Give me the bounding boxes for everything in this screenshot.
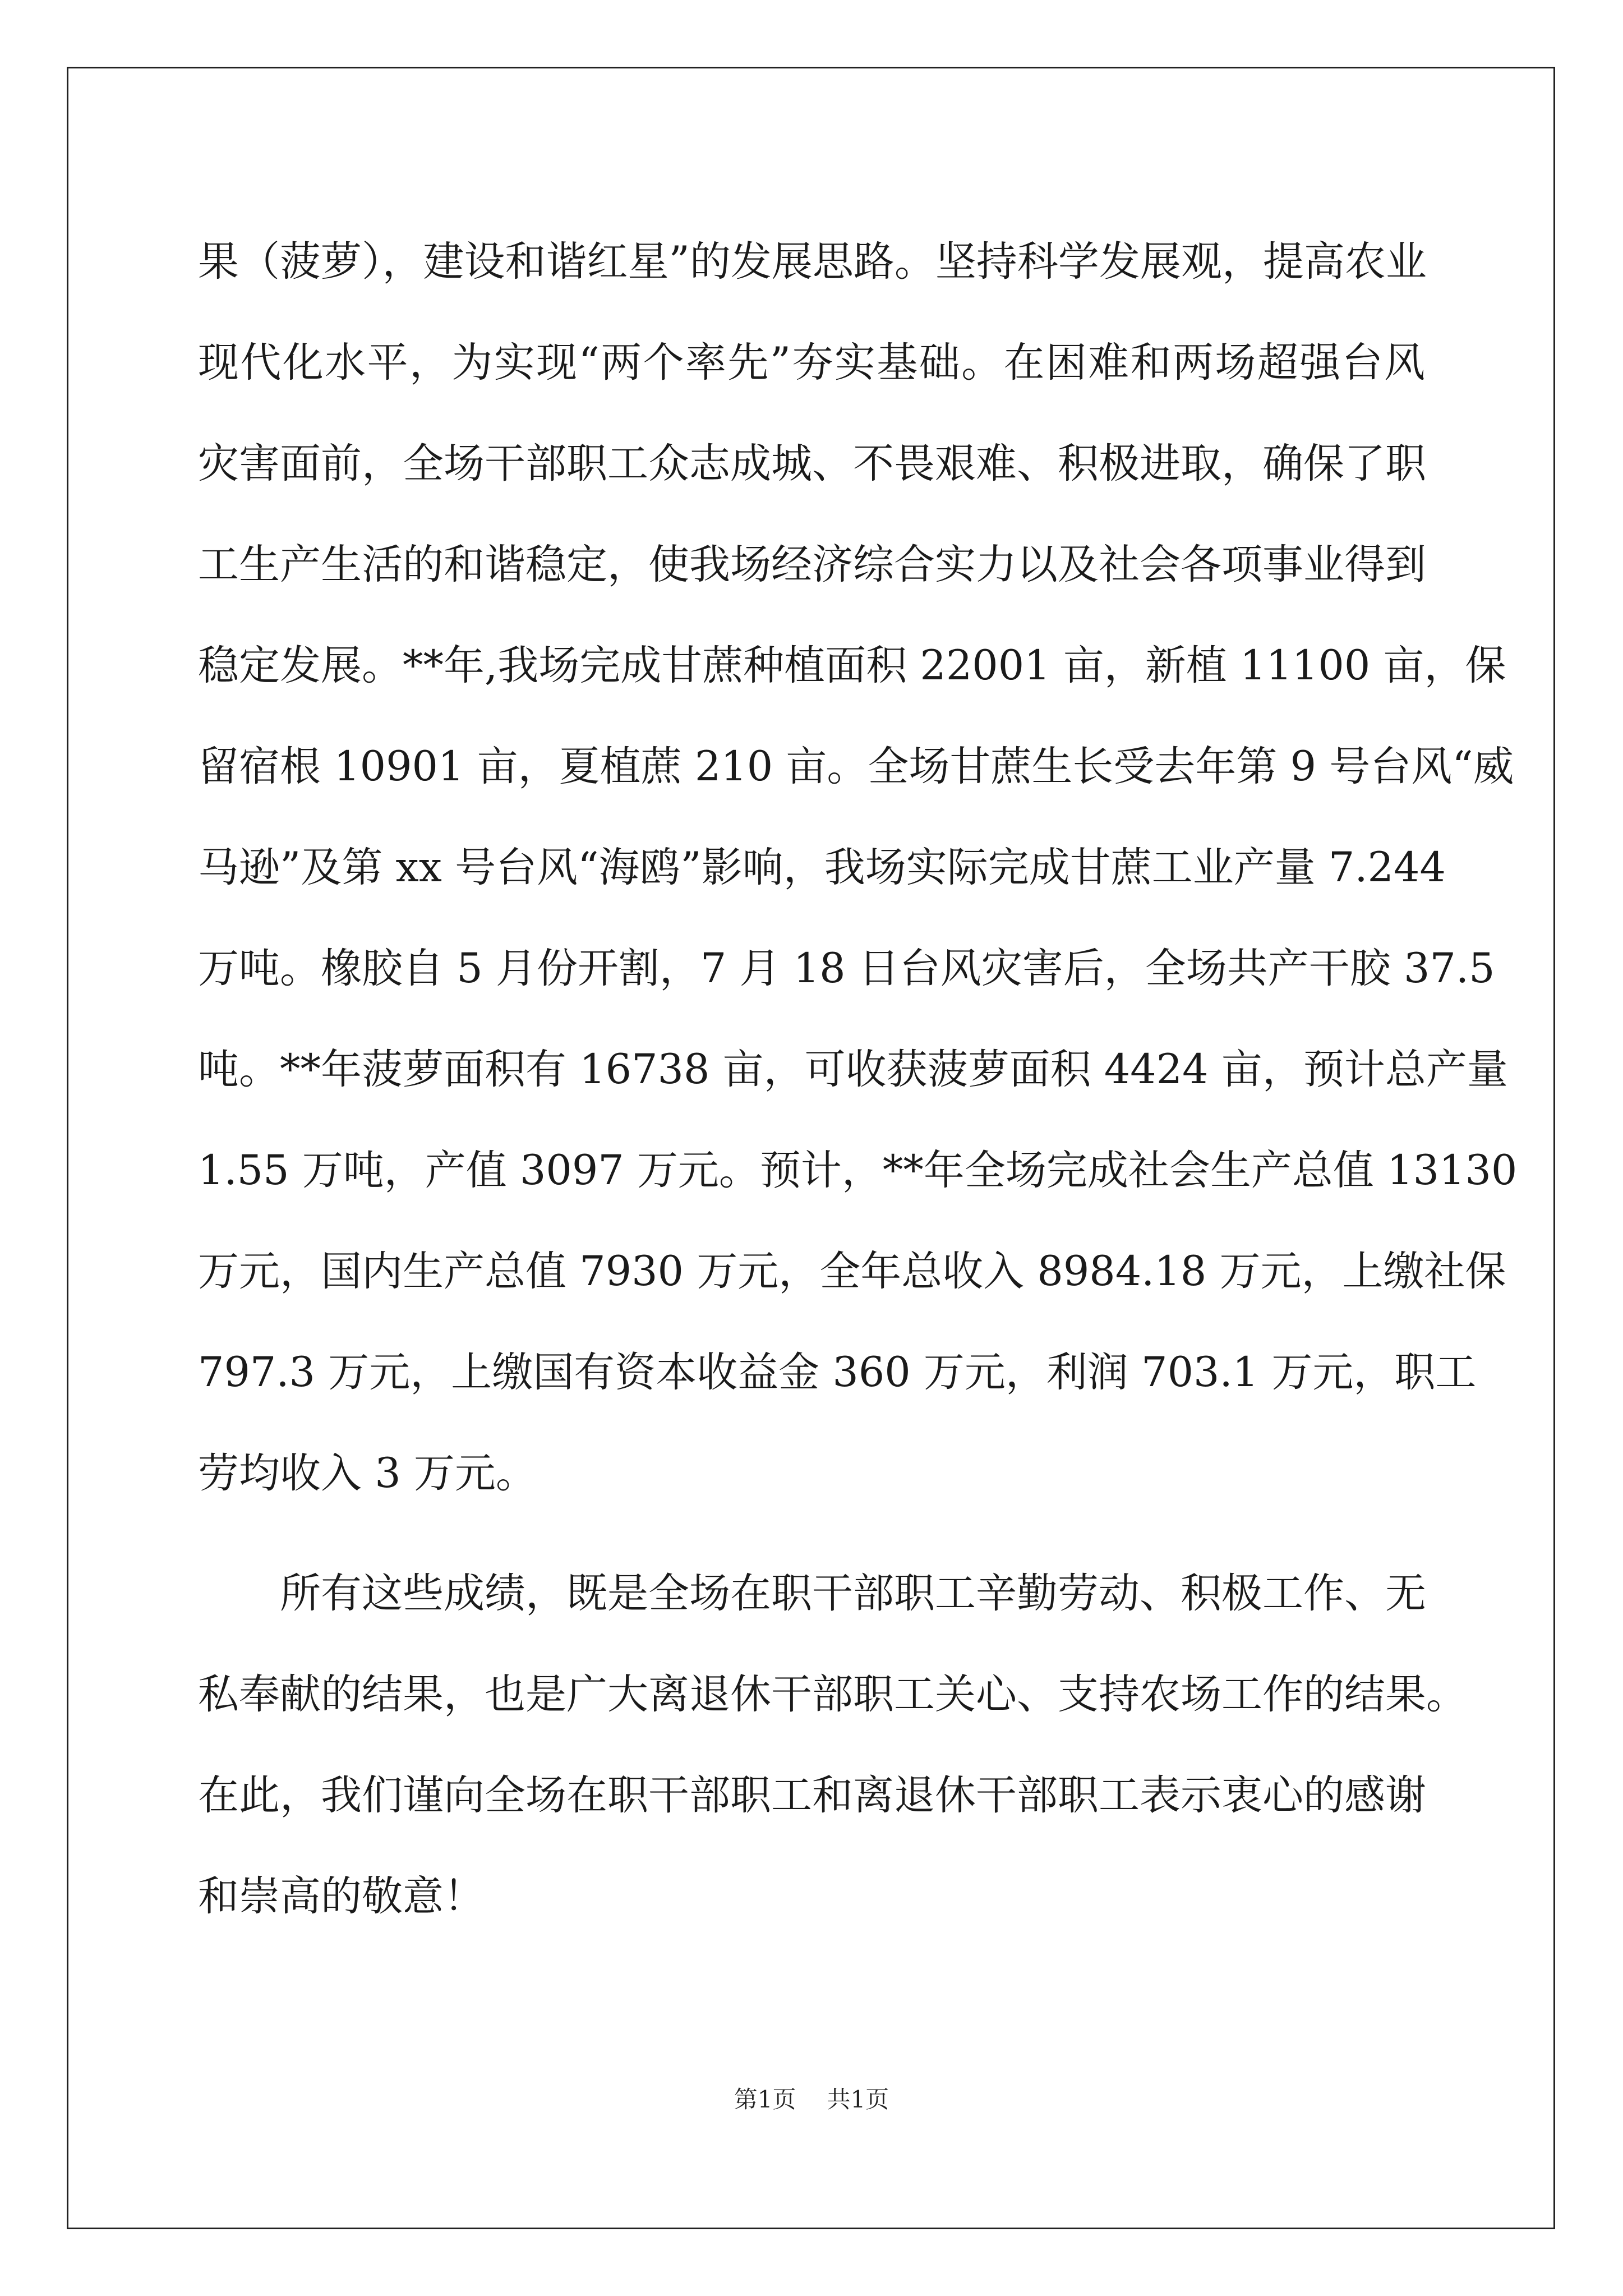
- page-number-current: 第1页: [734, 2086, 796, 2113]
- paragraph-line: 私奉献的结果，也是广大离退休干部职工关心、支持农场工作的结果。: [198, 1671, 1467, 1718]
- paragraph-line: 果（菠萝），建设和谐红星”的发展思路。坚持科学发展观，提高农业: [198, 238, 1427, 286]
- paragraph-1: [198, 211, 1518, 1524]
- paragraph-line: 留宿根 10901 亩，夏植蔗 210 亩。全场甘蔗生长受去年第 9 号台风“威: [198, 743, 1514, 790]
- paragraph-line: 和崇高的敬意！: [198, 1872, 485, 1920]
- paragraph-line: 吨。**年菠萝面积有 16738 亩，可收获菠萝面积 4424 亩，预计总产量: [198, 1046, 1508, 1093]
- paragraph-line: 劳均收入 3 万元。: [198, 1450, 537, 1497]
- page-number-total: 共1页: [827, 2086, 889, 2113]
- paragraph-line: 797.3 万元，上缴国有资本收益金 360 万元，利润 703.1 万元，职工: [198, 1349, 1477, 1396]
- paragraph-line: 1.55 万吨，产值 3097 万元。预计，**年全场完成社会生产总值 13130: [198, 1147, 1518, 1194]
- paragraph-line: 现代化水平，为实现“两个率先”夯实基础。在困难和两场超强台风: [198, 339, 1425, 386]
- paragraph-line: 万吨。橡胶自 5 月份开割，7 月 18 日台风灾害后，全场共产干胶 37.5: [198, 945, 1495, 992]
- paragraph-line: 工生产生活的和谐稳定，使我场经济综合实力以及社会各项事业得到: [198, 541, 1426, 588]
- paragraph-line: 所有这些成绩，既是全场在职干部职工辛勤劳动、积极工作、无: [280, 1570, 1426, 1617]
- page-footer: [0, 2083, 1623, 2116]
- document-body: [198, 211, 1518, 1947]
- paragraph-2: [198, 1543, 1467, 1947]
- paragraph-line: 马逊”及第 xx 号台风“海鸥”影响，我场实际完成甘蔗工业产量 7.244: [198, 844, 1446, 891]
- paragraph-line: 在此，我们谨向全场在职干部职工和离退休干部职工表示衷心的感谢: [198, 1772, 1426, 1819]
- paragraph-line: 稳定发展。**年,我场完成甘蔗种植面积 22001 亩，新植 11100 亩，保: [198, 642, 1506, 689]
- paragraph-line: 万元，国内生产总值 7930 万元，全年总收入 8984.18 万元，上缴社保: [198, 1248, 1506, 1295]
- paragraph-line: 灾害面前，全场干部职工众志成城、不畏艰难、积极进取，确保了职: [198, 440, 1426, 487]
- paragraph-spacer: [198, 1524, 1425, 1543]
